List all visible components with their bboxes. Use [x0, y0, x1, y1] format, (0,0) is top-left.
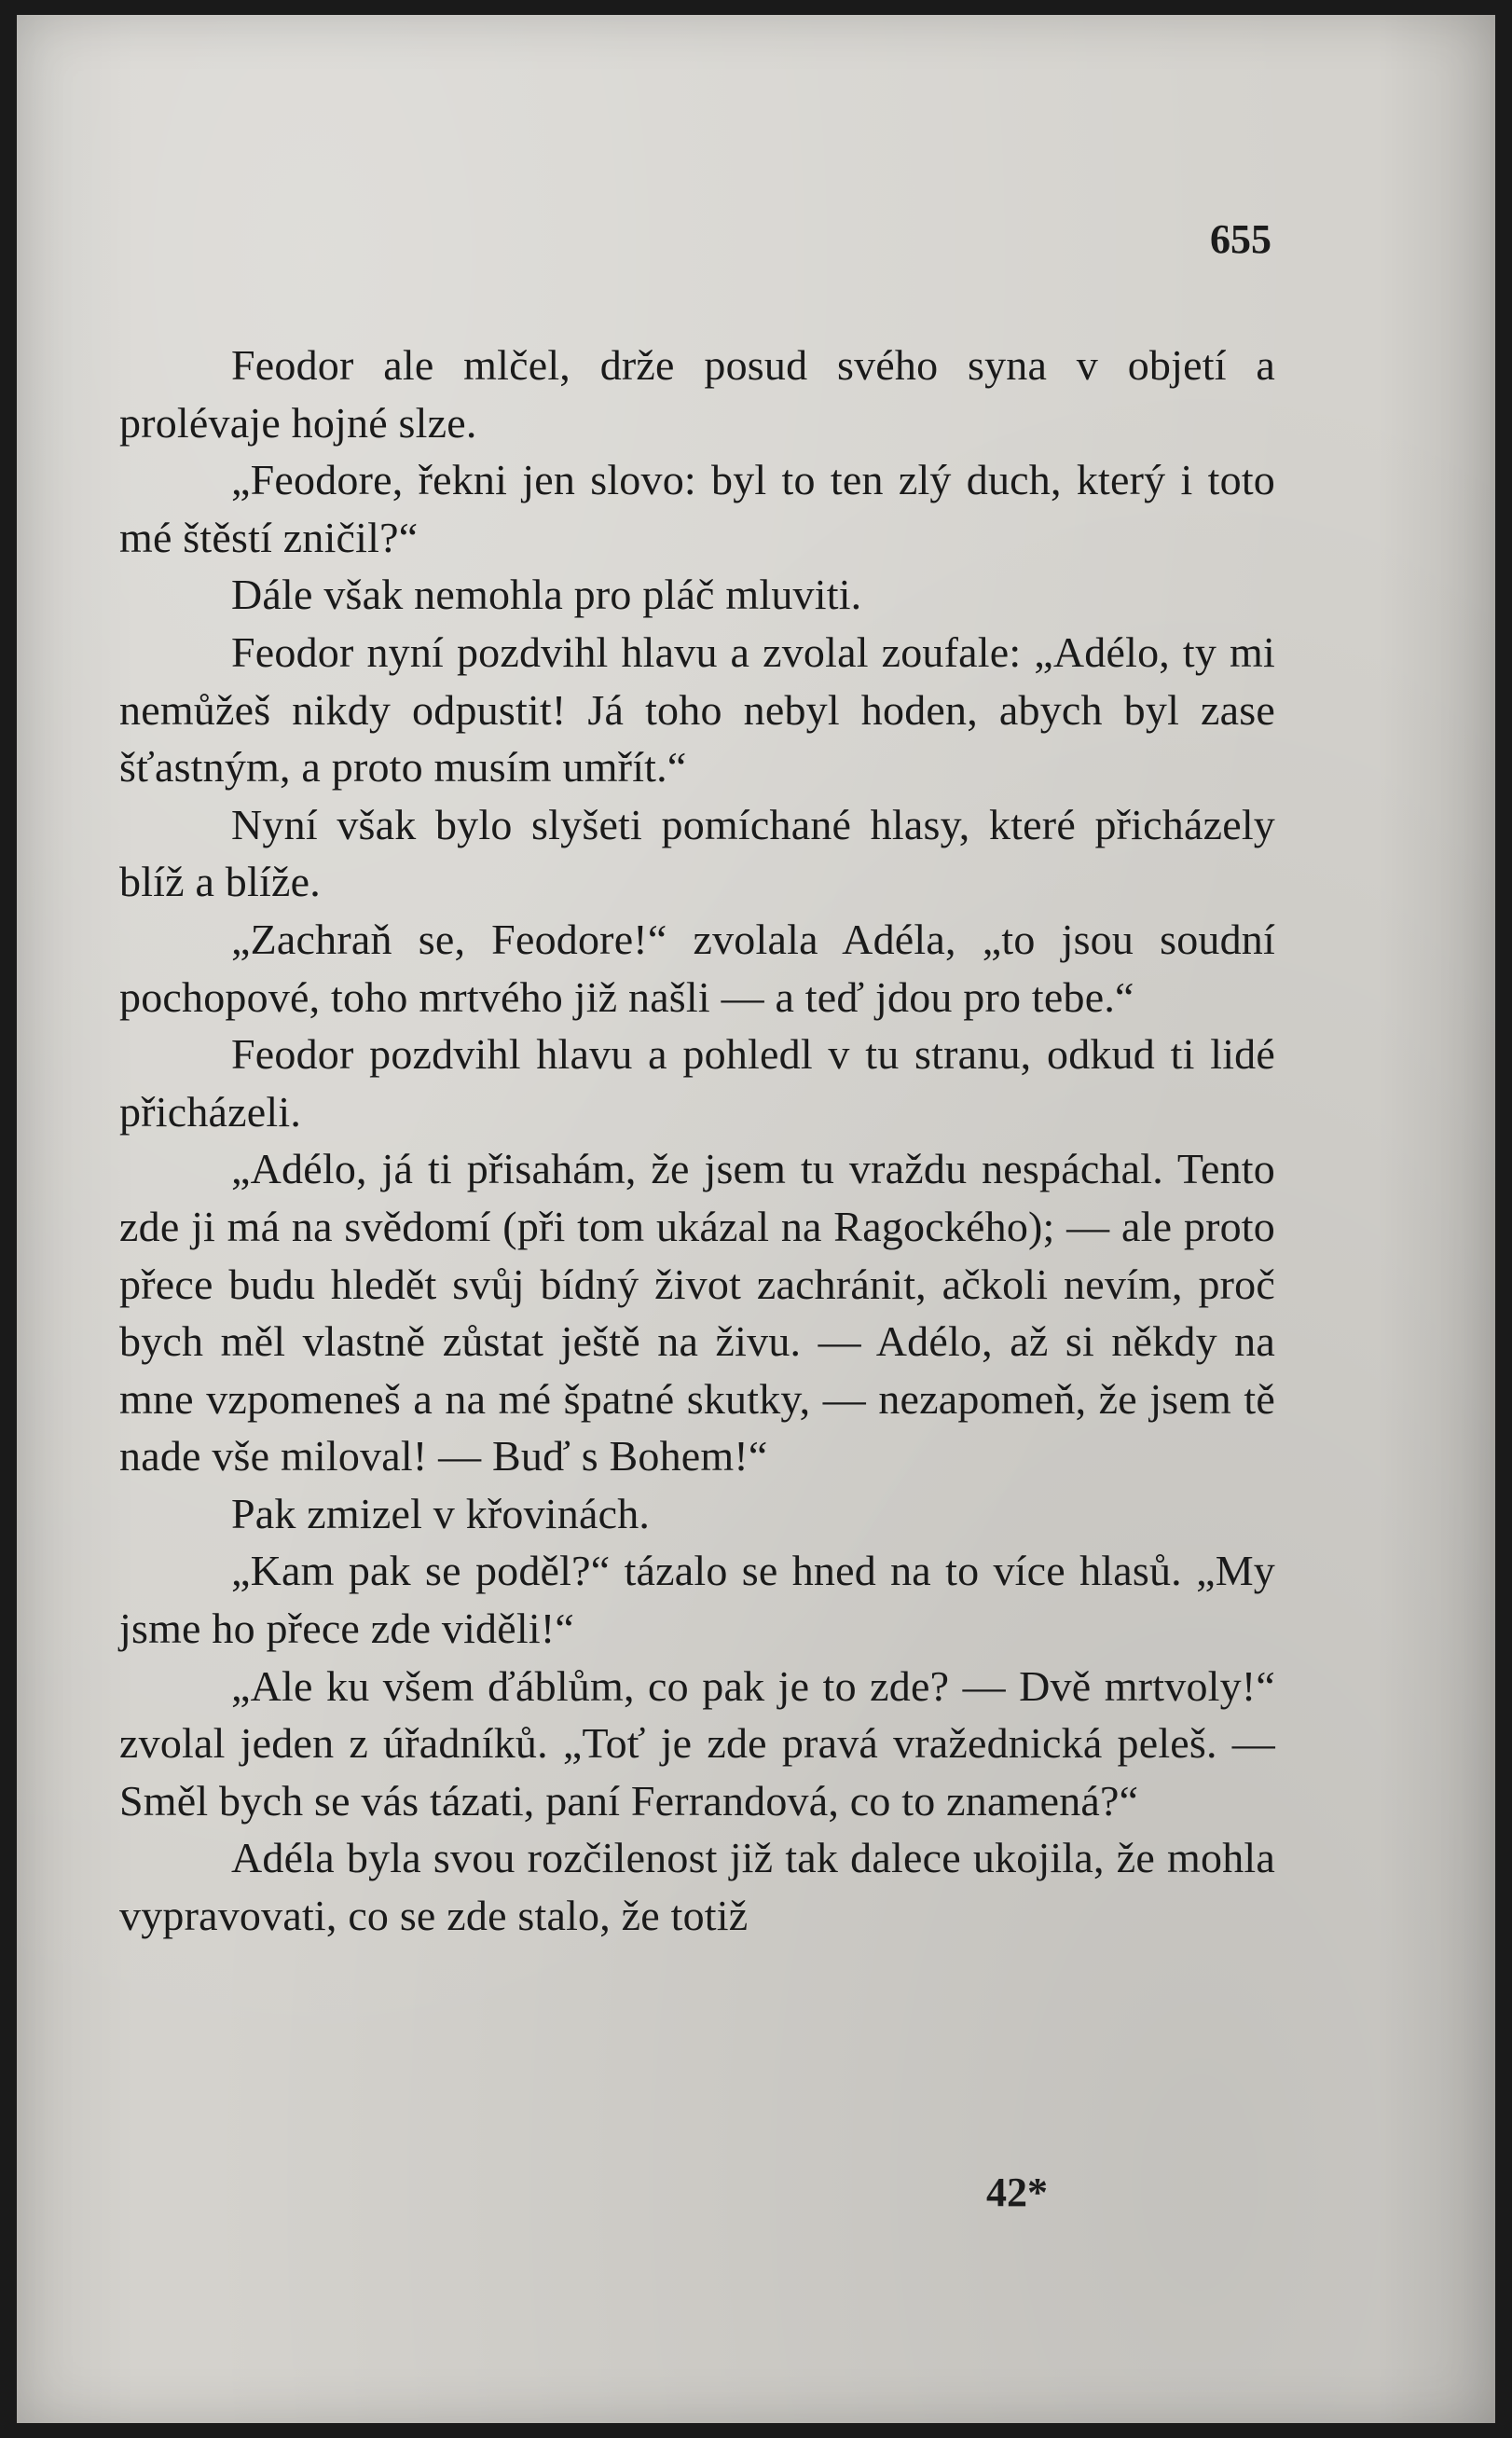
paragraph: Feodor ale mlčel, drže posud svého syna v objetí a prolévaje hojné slze.: [119, 341, 1275, 447]
paragraph: „Adélo, já ti přisahám, že jsem tu vraždu nespáchal. Tento zde ji má na svědomí (při tom ukázal na Ragockého); — ale proto přece budu hledět svůj bídný život zachránit, ačkoli nevím, proč bych měl vlastně zůstat ještě na živu. — Adélo, až si někdy na mne vzpomeneš a na mé špatné skutky, — nezapomeň, že jsem tě nade vše miloval! — Buď s Bohem!“: [119, 1145, 1275, 1481]
paragraph: „Ale ku všem ďáblům, co pak je to zde? — Dvě mrtvoly!“ zvolal jeden z úřadníků. „Toť je zde pravá vražednická peleš. — Směl bych se vás tázati, paní Ferrandová, co to znamená?“: [119, 1661, 1275, 1825]
paragraph: Adéla byla svou rozčilenost již tak dalece ukojila, že mohla vypravovati, co se zde stalo, že totiž: [119, 1834, 1275, 1940]
paragraph: „Zachraň se, Feodore!“ zvolala Adéla, „to jsou soudní pochopové, toho mrtvého již našli — a teď jdou pro tebe.“: [119, 915, 1275, 1021]
paragraph: „Feodore, řekni jen slovo: byl to ten zlý duch, který i toto mé štěstí zničil?“: [119, 456, 1275, 561]
paragraph: Nyní však bylo slyšeti pomíchané hlasy, které přicházely blíž a blíže.: [119, 800, 1275, 906]
paragraph: Pak zmizel v křovinách.: [231, 1489, 651, 1537]
paragraph: „Kam pak se poděl?“ tázalo se hned na to více hlasů. „My jsme ho přece zde viděli!“: [119, 1547, 1275, 1653]
body-text: [119, 337, 1275, 1945]
book-page: [17, 15, 1495, 2423]
page-number: 655: [1210, 216, 1271, 262]
paragraph: Feodor pozdvihl hlavu a pohledl v tu stranu, odkud ti lidé přicházeli.: [119, 1030, 1275, 1136]
paragraph: Dále však nemohla pro pláč mluviti.: [231, 571, 862, 619]
printer-signature-mark: 42*: [986, 2169, 1048, 2215]
paragraph: Feodor nyní pozdvihl hlavu a zvolal zoufale: „Adélo, ty mi nemůžeš nikdy odpustit! Já toho nebyl hoden, abych byl zase šťastným, a proto musím umřít.“: [119, 627, 1275, 792]
